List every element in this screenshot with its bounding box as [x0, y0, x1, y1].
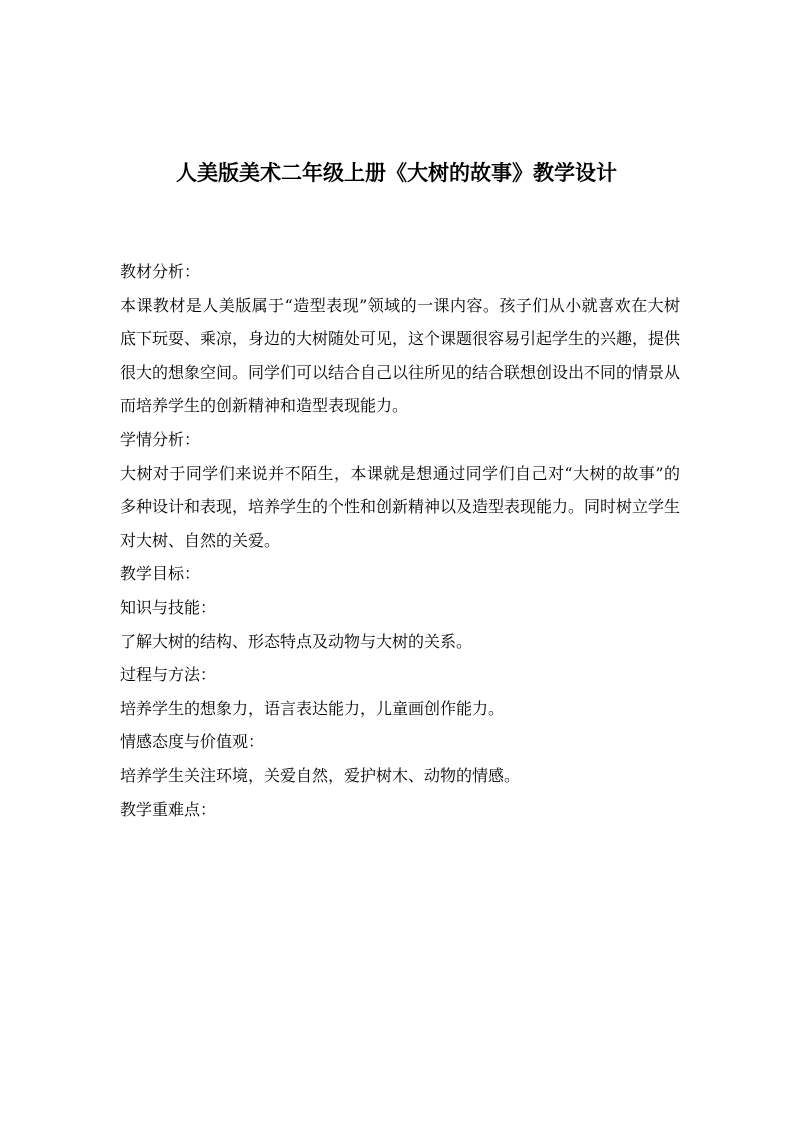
section-text-knowledge-skills: 了解大树的结构、形态特点及动物与大树的关系。	[120, 631, 473, 651]
section-heading-student-analysis: 学情分析：	[120, 429, 201, 449]
section-text-textbook-analysis: 本课教材是人美版属于“造型表现”领域的一课内容。孩子们从小就喜欢在大树底下玩耍、乘凉，身边的大树随处可见，这个课题很容易引起学生的兴趣，提供很大的想象空间。同学们可以结合自己以往所见的结合联想创设出不同的情景从而培养学生的创新精神和造型表现能力。	[120, 295, 681, 416]
document-body	[120, 255, 680, 826]
section-heading-emotion-values: 情感态度与价值观：	[120, 732, 265, 752]
section-heading-knowledge-skills: 知识与技能：	[120, 597, 217, 617]
section-text-process-methods: 培养学生的想象力，语言表达能力，儿童画创作能力。	[120, 698, 505, 718]
section-text-emotion-values: 培养学生关注环境，关爱自然，爱护树木、动物的情感。	[120, 765, 521, 785]
section-heading-process-methods: 过程与方法：	[120, 665, 217, 685]
document-title: 人美版美术二年级上册《大树的故事》教学设计	[176, 161, 617, 185]
section-heading-textbook-analysis: 教材分析：	[120, 262, 201, 281]
section-heading-key-difficulties: 教学重难点：	[120, 799, 217, 819]
section-text-student-analysis: 大树对于同学们来说并不陌生，本课就是想通过同学们自己对“大树的故事”的多种设计和表现，培养学生的个性和创新精神以及造型表现能力。同时树立学生对大树、自然的关爱。	[120, 463, 681, 550]
section-heading-teaching-goals: 教学目标：	[120, 564, 201, 584]
